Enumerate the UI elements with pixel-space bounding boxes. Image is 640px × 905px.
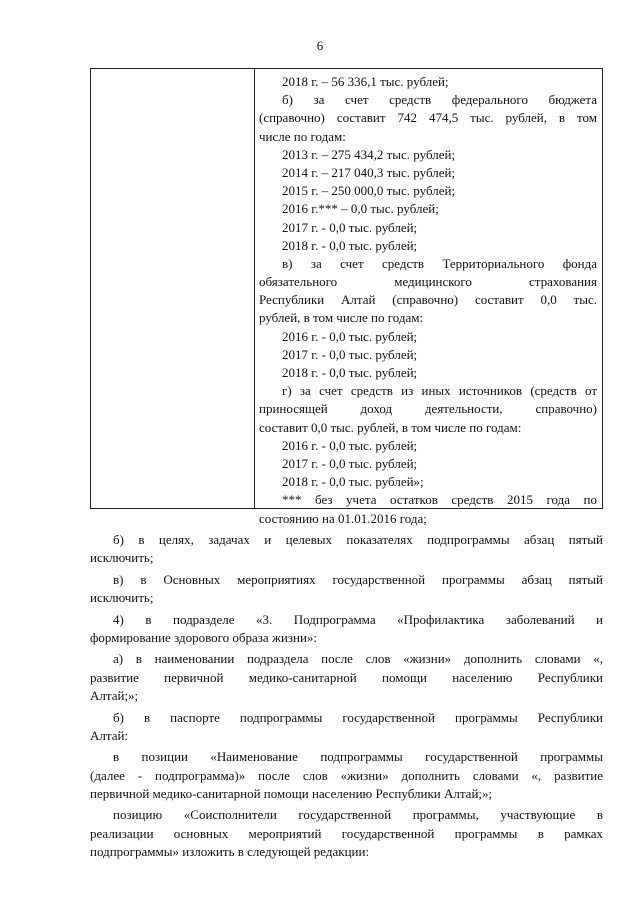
paragraph-line: (далее - подпрограмма)» после слов «жизни» дополнить словами «, развитие — [90, 767, 603, 783]
paragraph-line: реализации основных мероприятий государственной программы в рамках — [90, 825, 603, 841]
paragraph-line: в позиции «Наименование подпрограммы государственной программы — [113, 749, 603, 765]
table-line: 2015 г. – 250 000,0 тыс. рублей; — [282, 183, 456, 199]
table-line: обязательного медицинского страхования — [259, 274, 597, 290]
table-line: 2016 г. - 0,0 тыс. рублей; — [282, 437, 418, 453]
paragraph-line: первичной медико-санитарной помощи населению Республики Алтай;»; — [90, 786, 493, 802]
table-line: 2018 г. - 0,0 тыс. рублей; — [282, 237, 418, 253]
table-line: г) за счет средств из иных источников (средств от — [282, 383, 597, 399]
paragraph-line: подпрограммы» изложить в следующей редакции: — [90, 844, 370, 860]
table-line: 2016 г.*** – 0,0 тыс. рублей; — [282, 201, 439, 217]
paragraph-line: исключить; — [90, 590, 154, 606]
table-line: 2014 г. – 217 040,3 тыс. рублей; — [282, 164, 456, 180]
table-line: 2016 г. - 0,0 тыс. рублей; — [282, 328, 418, 344]
paragraph-line: в) в Основных мероприятиях государственной программы абзац пятый — [113, 571, 603, 587]
table-line: 2013 г. – 275 434,2 тыс. рублей; — [282, 146, 456, 162]
paragraph-line: формирование здорового образа жизни»: — [90, 629, 318, 645]
table-line: состоянию на 01.01.2016 года; — [259, 510, 427, 526]
table-line: 2017 г. - 0,0 тыс. рублей; — [282, 346, 418, 362]
table-line: 2017 г. - 0,0 тыс. рублей; — [282, 455, 418, 471]
paragraph-line: б) в целях, задачах и целевых показателях подпрограммы абзац пятый — [113, 532, 603, 547]
paragraph-line: Алтай: — [90, 727, 129, 743]
table-line: приносящей доход деятельности, справочно) — [259, 401, 597, 417]
table-line: (справочно) составит 742 474,5 тыс. рублей, в том — [259, 110, 597, 126]
paragraph-line: а) в наименовании подраздела после слов «жизни» дополнить словами «, — [113, 651, 603, 667]
table-line: 2017 г. - 0,0 тыс. рублей; — [282, 219, 418, 235]
table-line: в) за счет средств Территориального фонда — [282, 255, 597, 271]
paragraph-line: позицию «Соисполнители государственной программы, участвующие в — [113, 807, 603, 823]
body-text — [90, 531, 603, 862]
page-number: 6 — [316, 38, 324, 53]
paragraph-line: б) в паспорте подпрограммы государственной программы Республики — [113, 709, 603, 725]
table-line: *** без учета остатков средств 2015 года по — [282, 492, 597, 508]
table-line: рублей, в том числе по годам: — [259, 310, 424, 326]
table-line: составит 0,0 тыс. рублей, в том числе по годам: — [259, 419, 522, 435]
table-line: Республики Алтай (справочно) составит 0,0 тыс. — [259, 292, 597, 308]
table-line: числе по годам: — [259, 128, 346, 144]
paragraph-line: исключить; — [90, 550, 154, 566]
budget-table — [90, 68, 603, 526]
paragraph-line: Алтай;»; — [90, 688, 139, 704]
table-right-cell — [259, 73, 597, 528]
paragraph-line: 4) в подразделе «3. Подпрограмма «Профилактика заболеваний и — [113, 611, 603, 627]
table-column-divider — [254, 69, 255, 508]
table-line: 2018 г. – 56 336,1 тыс. рублей; — [282, 74, 449, 89]
paragraph-line: развитие первичной медико-санитарной помощи населению Республики — [90, 669, 603, 685]
table-line: 2018 г. - 0,0 тыс. рублей; — [282, 365, 418, 380]
table-line: 2018 г. - 0,0 тыс. рублей»; — [282, 474, 424, 490]
table-line: б) за счет средств федерального бюджета — [282, 92, 597, 108]
